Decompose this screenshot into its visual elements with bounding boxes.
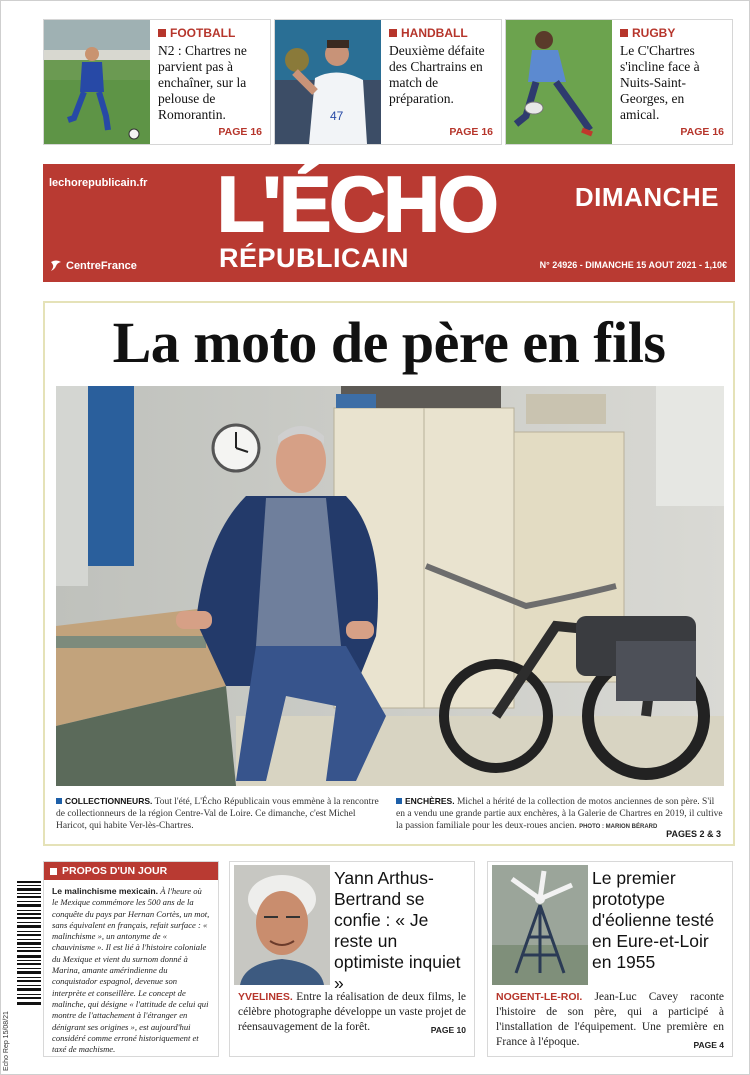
teaser-kicker: RUGBY	[620, 26, 726, 40]
story-eolienne[interactable]	[487, 861, 733, 1057]
rugby-photo	[506, 20, 612, 144]
swirl-icon	[49, 259, 63, 273]
website-url[interactable]: lechorepublicain.fr	[49, 177, 148, 189]
teaser-blurb: Le C'Chartres s'incline face à Nuits-Saint-Georges, en amical.	[620, 43, 700, 122]
centrefrance-logo: CentreFrance	[49, 259, 137, 273]
newspaper-subtitle: RÉPUBLICAIN	[219, 243, 410, 273]
teaser-handball[interactable]	[274, 19, 502, 145]
teaser-kicker: HANDBALL	[389, 26, 495, 40]
teaser-page-ref: PAGE 16	[680, 126, 724, 138]
propos-dun-jour[interactable]	[43, 861, 219, 1057]
teaser-rugby[interactable]	[505, 19, 733, 145]
teaser-blurb: N2 : Chartres ne parvient pas à enchaîner, sur la pelouse de Romorantin.	[158, 43, 247, 122]
teaser-kicker: FOOTBALL	[158, 26, 264, 40]
handball-photo	[275, 20, 381, 144]
lead-page-ref: PAGES 2 & 3	[666, 829, 721, 839]
lead-headline: La moto de père en fils	[112, 310, 666, 375]
lead-story[interactable]	[43, 301, 735, 846]
story-title: Yann Arthus-Bertrand se confie : « Je reste un optimiste inquiet »	[334, 868, 461, 993]
issue-info: N° 24926 - DIMANCHE 15 AOUT 2021 - 1,10€	[539, 260, 727, 270]
svg-text:47: 47	[330, 109, 344, 123]
edition-day: DIMANCHE	[574, 182, 719, 212]
teaser-page-ref: PAGE 16	[218, 126, 262, 138]
teaser-page-ref: PAGE 16	[449, 126, 493, 138]
football-photo	[44, 20, 150, 144]
photo-captions	[56, 795, 724, 833]
lead-photo	[56, 386, 724, 786]
photo-credit: PHOTO : MARION BÉRARD	[579, 824, 658, 830]
portrait-photo	[234, 865, 330, 985]
story-page-ref: PAGE 10	[430, 1025, 466, 1035]
story-title: Le premier prototype d'éolienne testé en Eure-et-Loir en 1955	[592, 868, 715, 972]
newspaper-title: L'ÉCHO	[217, 160, 497, 248]
wind-turbine-photo	[492, 865, 588, 985]
caption-collectionneurs: COLLECTIONNEURS. Tout l'été, L'Écho Républicain vous emmène à la rencontre de collectionneurs de la région Centre-Val de Loire. Ce dimanche, c'est Michel Haricot, qui habite Ver-lès-Chartres.	[56, 796, 379, 831]
propos-header: PROPOS D'UN JOUR	[44, 862, 218, 880]
masthead	[43, 160, 735, 282]
caption-encheres: ENCHÈRES. Michel a hérité de la collection de motos anciennes de son père. S'il en a vendu une grande partie aux enchères, à la Galerie de Chartres en 2019, il cultive la passion familiale pour les deux-roues ancien. PHOTO : MARION BÉRARD	[396, 796, 723, 831]
barcode	[17, 879, 41, 1009]
story-body: NOGENT-LE-ROI. Jean-Luc Cavey raconte l'histoire de son père, qui a participé à l'installation de l'équipement. Une première en France à l'époque. PAGE 4	[496, 990, 724, 1053]
teaser-football[interactable]	[43, 19, 271, 145]
barcode-label: Echo Rep 15/08/21	[3, 1011, 10, 1071]
story-page-ref: PAGE 4	[693, 1040, 724, 1050]
sports-teasers	[43, 19, 733, 145]
propos-body: Le malinchisme mexicain. À l'heure où le Mexique commémore les 500 ans de la conquête du pays par Hernan Cortès, un mot, sans équivalent en français, refait surface : « malinchisme », un antonyme de « chauvinisme ». Il est lié à l'histoire coloniale du Mexique et vient du surnom donné à Marina, amante amérindienne du conquistador espagnol, devenue son interprète et conseillère. Le concept de malinche, qui désigne « l'attitude de celui qui montre de l'attachement à l'étranger en dénigrant ses origines », est aujourd'hui considéré comme erroné historiquement et taxé de machisme.	[52, 886, 210, 1055]
story-yann-arthus-bertrand[interactable]	[229, 861, 475, 1057]
story-body: YVELINES. Entre la réalisation de deux films, le célèbre photographe développe un vaste projet de réensauvagement de la forêt. PAGE 10	[238, 990, 466, 1038]
teaser-blurb: Deuxième défaite des Chartrains en match de préparation.	[389, 43, 485, 106]
